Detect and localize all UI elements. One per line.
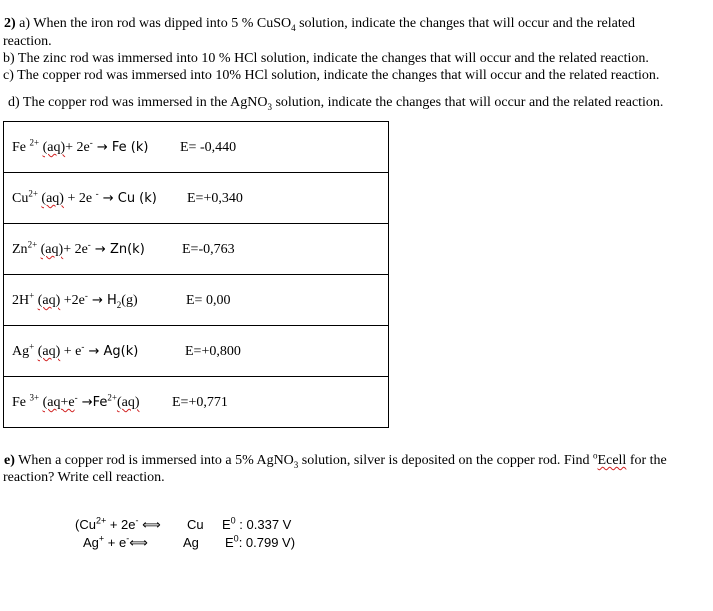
- question-a-sub: 4: [291, 22, 296, 33]
- question-e-sub: 3: [293, 459, 299, 470]
- question-a-line2: reaction.: [3, 34, 52, 49]
- halfcell-cu-equation: ($Cu^{2+} + 2e^-$ ⟺: [75, 515, 161, 533]
- halfcell-ag-metal: Ag: [183, 535, 199, 550]
- reaction-potential: E= 0,00: [186, 293, 231, 308]
- question-d: [8, 94, 663, 111]
- reaction-table: [3, 121, 389, 428]
- reaction-equation: $Cu^{2+}$ (aq) + 2e - → Cu (k): [12, 188, 157, 206]
- question-a-rest: solution, indicate the changes that will occur and the related: [295, 16, 635, 31]
- reaction-potential: E=+0,800: [185, 344, 241, 359]
- question-number: 2): [4, 16, 16, 31]
- halfcell-ag-equation: Ag+ + e-⟺: [83, 533, 148, 551]
- reaction-potential: E= -0,440: [180, 140, 237, 155]
- question-e-line2: reaction? Write cell reaction.: [3, 470, 165, 485]
- question-e-text: When a copper rod is immersed into a 5% AgNO: [14, 453, 294, 468]
- reaction-equation: $Zn^{2+}$ (aq)+ 2e- → Zn(k): [12, 239, 145, 257]
- table-row: [4, 122, 389, 173]
- reaction-equation: 2H+ $(aq) +2e^- \to H_2(g)$: [12, 290, 138, 310]
- question-b: b) The zinc rod was immersed into 10 % HCl solution, indicate the changes that will occur and the related reaction.: [3, 51, 649, 66]
- question-e-text3: for the: [626, 453, 667, 468]
- question-d-sub: 3: [267, 101, 272, 112]
- table-row: [4, 326, 389, 377]
- reaction-equation: Fe $^{2+}$ (aq)+ 2e- → Fe (k): [12, 137, 149, 155]
- halfcell-cu-metal: Cu: [187, 517, 204, 532]
- reaction-equation: Ag+ (aq) + e- → Ag(k): [12, 341, 139, 359]
- question-c: c) The copper rod was immersed into 10% HCl solution, indicate the changes that will occur and the related reaction.: [3, 68, 660, 83]
- halfcell-ag-potential: $E^0$: 0.799 V): [225, 533, 296, 550]
- double-arrow-icon: ⟺: [129, 536, 148, 551]
- double-arrow-icon: ⟺: [142, 518, 161, 533]
- question-e: [4, 452, 667, 469]
- question-e-text2: solution, silver is deposited on the copper rod. Find: [298, 453, 594, 468]
- question-e-label: e): [4, 453, 15, 468]
- ecell-term: Ecell: [597, 453, 627, 468]
- reaction-potential: E=+0,771: [172, 395, 228, 410]
- reaction-equation: Fe $^{3+}$ ($aq+e^- \to Fe^{2+}(aq)$: [12, 392, 140, 410]
- halfcell-cu-potential: $E^0$ : 0.337 V: [222, 515, 292, 532]
- table-row: [4, 224, 389, 275]
- question-a-text: a) When the iron rod was dipped into 5 % CuSO: [15, 16, 292, 31]
- degree-symbol: o: [593, 450, 598, 461]
- table-row: [4, 275, 389, 326]
- question-d-rest: solution, indicate the changes that will occur and the related reaction.: [271, 95, 664, 110]
- question-a: [4, 15, 635, 32]
- question-d-text: d) The copper rod was immersed in the AgNO: [8, 95, 268, 110]
- table-row: [4, 377, 389, 428]
- table-row: [4, 173, 389, 224]
- reaction-potential: E=+0,340: [187, 191, 243, 206]
- reaction-potential: E=-0,763: [182, 242, 235, 257]
